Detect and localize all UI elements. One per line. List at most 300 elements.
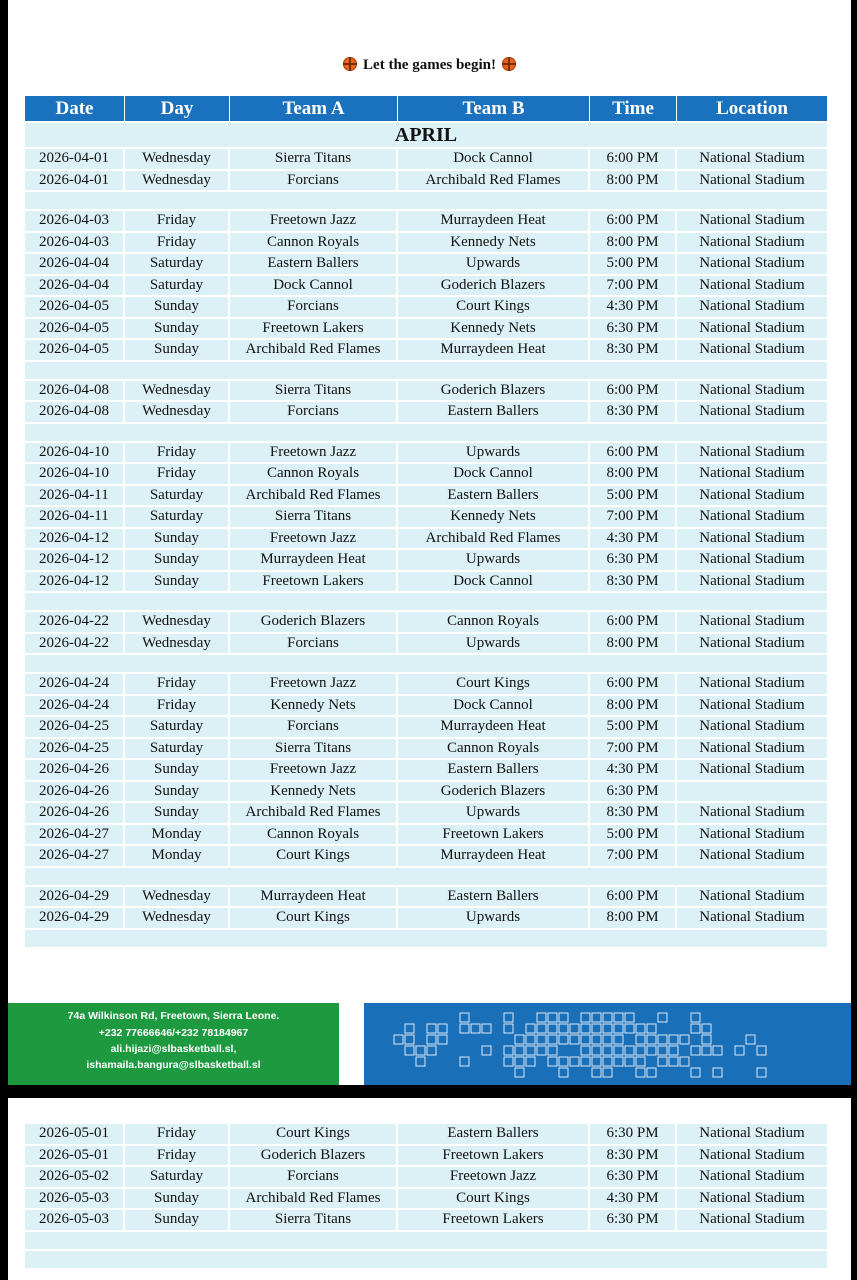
team-b-cell: Murraydeen Heat [398, 340, 590, 360]
pattern-cell [658, 1057, 667, 1066]
team-a-cell: Court Kings [230, 846, 398, 866]
team-b-cell: Eastern Ballers [398, 402, 590, 422]
pattern-cell [526, 1024, 535, 1033]
footer-address: 74a Wilkinson Rd, Freetown, Sierra Leone. [67, 1010, 280, 1022]
grid-pattern-graphic [364, 1003, 851, 1085]
pattern-cell [515, 1068, 524, 1077]
day-cell: Friday [125, 233, 230, 253]
pattern-cell [592, 1035, 601, 1044]
day-cell: Monday [125, 825, 230, 845]
table-row [25, 782, 827, 802]
day-cell: Wednesday [125, 149, 230, 169]
pattern-cell [658, 1013, 667, 1022]
day-cell: Saturday [125, 717, 230, 737]
team-a-cell: Freetown Jazz [230, 760, 398, 780]
date-cell: 2026-04-05 [25, 340, 125, 360]
time-cell: 5:00 PM [590, 717, 677, 737]
day-cell: Friday [125, 1124, 230, 1144]
header-date: Date [25, 96, 125, 121]
location-cell: National Stadium [677, 486, 827, 506]
table-row [25, 1210, 827, 1230]
pattern-cell [603, 1013, 612, 1022]
pattern-cell [614, 1024, 623, 1033]
table-header-row [25, 96, 827, 121]
table-row [25, 402, 827, 422]
time-cell: 6:00 PM [590, 887, 677, 907]
day-cell: Friday [125, 211, 230, 231]
table-row [25, 1124, 827, 1144]
date-cell: 2026-04-03 [25, 211, 125, 231]
pattern-cell [537, 1024, 546, 1033]
time-cell: 5:00 PM [590, 825, 677, 845]
time-cell: 6:00 PM [590, 211, 677, 231]
date-cell: 2026-04-27 [25, 825, 125, 845]
table-row [25, 443, 827, 463]
day-cell: Monday [125, 846, 230, 866]
day-cell: Sunday [125, 340, 230, 360]
day-cell: Sunday [125, 803, 230, 823]
pattern-cell [603, 1024, 612, 1033]
time-cell: 8:30 PM [590, 402, 677, 422]
pattern-cell [427, 1035, 436, 1044]
location-cell: National Stadium [677, 803, 827, 823]
location-cell: National Stadium [677, 825, 827, 845]
team-a-cell: Sierra Titans [230, 149, 398, 169]
pattern-cell [394, 1035, 403, 1044]
table-row [25, 717, 827, 737]
location-cell: National Stadium [677, 1167, 827, 1187]
team-b-cell: Murraydeen Heat [398, 211, 590, 231]
table-row [25, 825, 827, 845]
date-cell: 2026-04-08 [25, 381, 125, 401]
pattern-cell [570, 1024, 579, 1033]
time-cell: 4:30 PM [590, 529, 677, 549]
date-cell: 2026-04-27 [25, 846, 125, 866]
pattern-cell [735, 1046, 744, 1055]
pattern-cell [636, 1046, 645, 1055]
schedule-page-2 [8, 1098, 851, 1280]
header-location: Location [677, 96, 827, 121]
pattern-cell [581, 1013, 590, 1022]
team-b-cell: Goderich Blazers [398, 381, 590, 401]
spacer-row [25, 655, 827, 672]
day-cell: Sunday [125, 319, 230, 339]
team-b-cell: Cannon Royals [398, 739, 590, 759]
team-a-cell: Court Kings [230, 908, 398, 928]
day-cell: Wednesday [125, 171, 230, 191]
pattern-cell [614, 1046, 623, 1055]
day-cell: Saturday [125, 507, 230, 527]
team-b-cell: Upwards [398, 550, 590, 570]
spacer-row [25, 930, 827, 947]
team-a-cell: Freetown Jazz [230, 443, 398, 463]
pattern-cell [592, 1068, 601, 1077]
table-row [25, 486, 827, 506]
pattern-cell [658, 1046, 667, 1055]
team-a-cell: Freetown Jazz [230, 211, 398, 231]
pattern-cell [647, 1046, 656, 1055]
table-row [25, 254, 827, 274]
spacer-row [25, 1251, 827, 1268]
pattern-cell [592, 1046, 601, 1055]
time-cell: 6:30 PM [590, 1167, 677, 1187]
day-cell: Saturday [125, 254, 230, 274]
location-cell: National Stadium [677, 908, 827, 928]
spacer-cell [25, 362, 827, 379]
pattern-cell [647, 1068, 656, 1077]
team-a-cell: Forcians [230, 634, 398, 654]
location-cell: National Stadium [677, 1210, 827, 1230]
pattern-cell [614, 1057, 623, 1066]
pattern-cell [559, 1035, 568, 1044]
location-cell: National Stadium [677, 443, 827, 463]
location-cell: National Stadium [677, 717, 827, 737]
day-cell: Sunday [125, 572, 230, 592]
time-cell: 6:00 PM [590, 443, 677, 463]
pattern-cell [471, 1024, 480, 1033]
pattern-cell [603, 1068, 612, 1077]
team-b-cell: Upwards [398, 634, 590, 654]
team-b-cell: Upwards [398, 443, 590, 463]
location-cell: National Stadium [677, 254, 827, 274]
date-cell: 2026-04-04 [25, 276, 125, 296]
time-cell: 5:00 PM [590, 486, 677, 506]
pattern-cell [702, 1046, 711, 1055]
location-cell: National Stadium [677, 887, 827, 907]
team-a-cell: Forcians [230, 297, 398, 317]
table-row [25, 612, 827, 632]
pattern-cell [559, 1068, 568, 1077]
header-team-b: Team B [398, 96, 590, 121]
date-cell: 2026-04-05 [25, 319, 125, 339]
pattern-cell [537, 1046, 546, 1055]
pattern-cell [504, 1013, 513, 1022]
pattern-cell [559, 1057, 568, 1066]
location-cell: National Stadium [677, 550, 827, 570]
team-a-cell: Cannon Royals [230, 233, 398, 253]
pattern-cell [636, 1035, 645, 1044]
time-cell: 6:30 PM [590, 319, 677, 339]
pattern-cell [636, 1024, 645, 1033]
pattern-cell [669, 1035, 678, 1044]
time-cell: 5:00 PM [590, 254, 677, 274]
team-a-cell: Sierra Titans [230, 1210, 398, 1230]
team-b-cell: Dock Cannol [398, 149, 590, 169]
location-cell: National Stadium [677, 1124, 827, 1144]
location-cell: National Stadium [677, 381, 827, 401]
time-cell: 4:30 PM [590, 297, 677, 317]
team-a-cell: Cannon Royals [230, 825, 398, 845]
table-row [25, 760, 827, 780]
pattern-cell [427, 1046, 436, 1055]
pattern-cell [526, 1035, 535, 1044]
date-cell: 2026-05-01 [25, 1146, 125, 1166]
pattern-cell [559, 1024, 568, 1033]
team-b-cell: Murraydeen Heat [398, 846, 590, 866]
team-b-cell: Eastern Ballers [398, 486, 590, 506]
time-cell: 6:00 PM [590, 674, 677, 694]
spacer-cell [25, 192, 827, 209]
pattern-cell [482, 1024, 491, 1033]
pattern-cell [713, 1068, 722, 1077]
header-day: Day [125, 96, 230, 121]
day-cell: Sunday [125, 550, 230, 570]
spacer-cell [25, 868, 827, 885]
team-b-cell: Upwards [398, 254, 590, 274]
team-a-cell: Forcians [230, 402, 398, 422]
team-a-cell: Dock Cannol [230, 276, 398, 296]
date-cell: 2026-04-29 [25, 887, 125, 907]
date-cell: 2026-04-10 [25, 443, 125, 463]
day-cell: Sunday [125, 297, 230, 317]
spacer-row [25, 424, 827, 441]
time-cell: 8:30 PM [590, 1146, 677, 1166]
day-cell: Sunday [125, 1210, 230, 1230]
pattern-cell [548, 1013, 557, 1022]
pattern-cell [504, 1046, 513, 1055]
time-cell: 6:00 PM [590, 612, 677, 632]
date-cell: 2026-04-12 [25, 550, 125, 570]
location-cell: National Stadium [677, 696, 827, 716]
pattern-cell [581, 1024, 590, 1033]
pattern-cell [581, 1035, 590, 1044]
pattern-cell [625, 1024, 634, 1033]
date-cell: 2026-04-11 [25, 507, 125, 527]
day-cell: Saturday [125, 276, 230, 296]
footer-phones: +232 77666646/+232 78184967 [98, 1027, 249, 1039]
day-cell: Friday [125, 464, 230, 484]
date-cell: 2026-04-22 [25, 634, 125, 654]
pattern-cell [570, 1057, 579, 1066]
pattern-cell [592, 1057, 601, 1066]
spacer-row [25, 868, 827, 885]
day-cell: Wednesday [125, 381, 230, 401]
location-cell [677, 782, 827, 802]
team-b-cell: Cannon Royals [398, 612, 590, 632]
table-row [25, 572, 827, 592]
pattern-cell [625, 1046, 634, 1055]
pattern-cell [592, 1013, 601, 1022]
location-cell: National Stadium [677, 612, 827, 632]
pattern-cell [702, 1035, 711, 1044]
team-b-cell: Kennedy Nets [398, 233, 590, 253]
pattern-cell [515, 1046, 524, 1055]
location-cell: National Stadium [677, 572, 827, 592]
location-cell: National Stadium [677, 1189, 827, 1209]
pattern-cell [614, 1035, 623, 1044]
table-row [25, 297, 827, 317]
pattern-cell [460, 1057, 469, 1066]
location-cell: National Stadium [677, 276, 827, 296]
team-b-cell: Eastern Ballers [398, 887, 590, 907]
table-row [25, 319, 827, 339]
date-cell: 2026-04-03 [25, 233, 125, 253]
date-cell: 2026-04-08 [25, 402, 125, 422]
team-b-cell: Eastern Ballers [398, 760, 590, 780]
team-b-cell: Archibald Red Flames [398, 529, 590, 549]
date-cell: 2026-04-04 [25, 254, 125, 274]
pattern-cell [757, 1068, 766, 1077]
pattern-cell [581, 1057, 590, 1066]
location-cell: National Stadium [677, 233, 827, 253]
date-cell: 2026-04-26 [25, 803, 125, 823]
date-cell: 2026-04-25 [25, 717, 125, 737]
header-time: Time [590, 96, 677, 121]
date-cell: 2026-04-29 [25, 908, 125, 928]
time-cell: 6:00 PM [590, 381, 677, 401]
pattern-cell [636, 1057, 645, 1066]
team-a-cell: Sierra Titans [230, 739, 398, 759]
location-cell: National Stadium [677, 297, 827, 317]
table-row [25, 803, 827, 823]
pattern-cell [570, 1035, 579, 1044]
pattern-cell [504, 1024, 513, 1033]
time-cell: 8:30 PM [590, 340, 677, 360]
team-a-cell: Sierra Titans [230, 381, 398, 401]
location-cell: National Stadium [677, 402, 827, 422]
spacer-cell [25, 424, 827, 441]
team-a-cell: Forcians [230, 171, 398, 191]
pattern-cell [658, 1035, 667, 1044]
table-row [25, 464, 827, 484]
date-cell: 2026-04-24 [25, 696, 125, 716]
time-cell: 7:00 PM [590, 739, 677, 759]
time-cell: 8:00 PM [590, 464, 677, 484]
pattern-cell [603, 1035, 612, 1044]
date-cell: 2026-04-12 [25, 529, 125, 549]
table-row [25, 739, 827, 759]
pattern-cell [680, 1057, 689, 1066]
schedule-table-continued [25, 1122, 827, 1270]
team-b-cell: Kennedy Nets [398, 319, 590, 339]
time-cell: 7:00 PM [590, 276, 677, 296]
time-cell: 8:00 PM [590, 634, 677, 654]
time-cell: 7:00 PM [590, 846, 677, 866]
table-row [25, 674, 827, 694]
pattern-cell [438, 1024, 447, 1033]
pattern-cell [515, 1035, 524, 1044]
table-row [25, 340, 827, 360]
pattern-cell [548, 1046, 557, 1055]
spacer-row [25, 362, 827, 379]
team-a-cell: Kennedy Nets [230, 782, 398, 802]
time-cell: 6:00 PM [590, 149, 677, 169]
time-cell: 6:30 PM [590, 782, 677, 802]
pattern-cell [669, 1057, 678, 1066]
team-b-cell: Dock Cannol [398, 572, 590, 592]
table-row [25, 233, 827, 253]
table-row [25, 529, 827, 549]
location-cell: National Stadium [677, 171, 827, 191]
pattern-cell [405, 1046, 414, 1055]
pattern-cell [559, 1013, 568, 1022]
day-cell: Wednesday [125, 634, 230, 654]
table-row [25, 887, 827, 907]
day-cell: Wednesday [125, 887, 230, 907]
pattern-cell [614, 1013, 623, 1022]
team-a-cell: Eastern Ballers [230, 254, 398, 274]
pattern-cell [405, 1035, 414, 1044]
time-cell: 6:30 PM [590, 1124, 677, 1144]
date-cell: 2026-05-03 [25, 1210, 125, 1230]
pattern-cell [757, 1046, 766, 1055]
time-cell: 6:30 PM [590, 550, 677, 570]
pattern-cell [691, 1013, 700, 1022]
headline-text: Let the games begin! [363, 57, 496, 73]
date-cell: 2026-05-02 [25, 1167, 125, 1187]
pattern-cell [548, 1057, 557, 1066]
team-a-cell: Freetown Jazz [230, 674, 398, 694]
spacer-cell [25, 593, 827, 610]
team-a-cell: Freetown Lakers [230, 572, 398, 592]
day-cell: Friday [125, 696, 230, 716]
spacer-row [25, 1232, 827, 1249]
footer-email-2: ishamaila.bangura@slbasketball.sl [86, 1059, 261, 1071]
schedule-page-1 [8, 0, 851, 1085]
pattern-cell [592, 1024, 601, 1033]
pattern-cell [548, 1035, 557, 1044]
day-cell: Sunday [125, 760, 230, 780]
pattern-cell [526, 1046, 535, 1055]
pattern-cell [702, 1024, 711, 1033]
location-cell: National Stadium [677, 464, 827, 484]
team-a-cell: Cannon Royals [230, 464, 398, 484]
table-row [25, 1167, 827, 1187]
date-cell: 2026-04-11 [25, 486, 125, 506]
location-cell: National Stadium [677, 319, 827, 339]
month-row [25, 123, 827, 147]
time-cell: 8:30 PM [590, 572, 677, 592]
team-b-cell: Kennedy Nets [398, 507, 590, 527]
date-cell: 2026-04-01 [25, 149, 125, 169]
pattern-cell [713, 1046, 722, 1055]
table-row [25, 634, 827, 654]
pattern-cell [669, 1046, 678, 1055]
pattern-cell [680, 1035, 689, 1044]
team-a-cell: Archibald Red Flames [230, 340, 398, 360]
time-cell: 8:00 PM [590, 233, 677, 253]
day-cell: Sunday [125, 529, 230, 549]
time-cell: 7:00 PM [590, 507, 677, 527]
team-b-cell: Freetown Lakers [398, 1210, 590, 1230]
team-a-cell: Court Kings [230, 1124, 398, 1144]
team-a-cell: Archibald Red Flames [230, 1189, 398, 1209]
pattern-cell [625, 1057, 634, 1066]
pattern-cell [691, 1068, 700, 1077]
team-a-cell: Goderich Blazers [230, 612, 398, 632]
schedule-table [25, 94, 827, 949]
date-cell: 2026-04-12 [25, 572, 125, 592]
location-cell: National Stadium [677, 634, 827, 654]
table-row [25, 149, 827, 169]
pattern-cell [526, 1057, 535, 1066]
pattern-cell [625, 1013, 634, 1022]
day-cell: Saturday [125, 1167, 230, 1187]
team-a-cell: Murraydeen Heat [230, 887, 398, 907]
date-cell: 2026-04-22 [25, 612, 125, 632]
contact-footer [8, 1003, 339, 1085]
team-b-cell: Court Kings [398, 1189, 590, 1209]
table-row [25, 1146, 827, 1166]
footer-email-1: ali.hijazi@slbasketball.sl, [110, 1043, 237, 1055]
team-b-cell: Goderich Blazers [398, 276, 590, 296]
pattern-cell [647, 1024, 656, 1033]
location-cell: National Stadium [677, 507, 827, 527]
table-row [25, 381, 827, 401]
pattern-cell [537, 1013, 546, 1022]
spacer-row [25, 593, 827, 610]
table-row [25, 908, 827, 928]
